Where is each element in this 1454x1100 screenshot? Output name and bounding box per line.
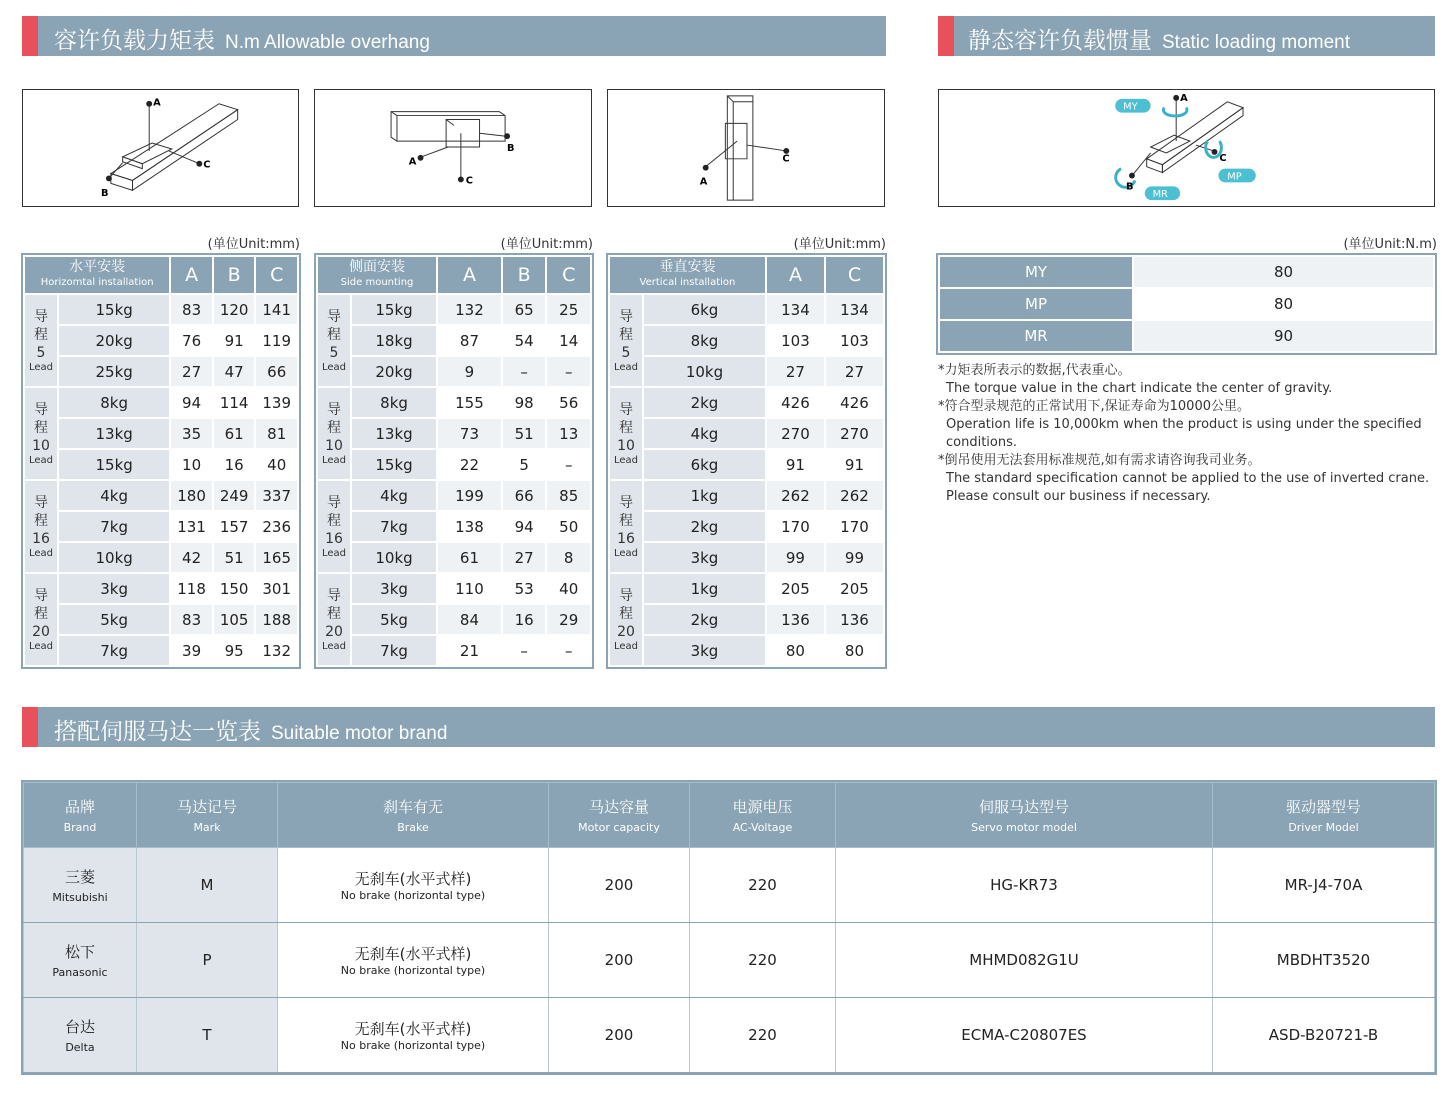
value-cell: 85 <box>546 480 591 511</box>
value-cell: 27 <box>502 542 547 573</box>
note-cn: *符合型录规范的正常试用下,保证寿命为10000公里。 <box>938 399 1250 414</box>
value-cell: 14 <box>546 325 591 356</box>
title-cn: 静态容许负载惯量 <box>968 28 1152 54</box>
load-weight-cell: 6kg <box>643 294 766 325</box>
column-header: A <box>437 256 502 294</box>
load-weight-cell: 1kg <box>643 480 766 511</box>
value-cell: 98 <box>502 387 547 418</box>
value-cell: 50 <box>546 511 591 542</box>
column-header: A <box>766 256 825 294</box>
lead-group-cell: 导 程 16 Lead <box>24 480 58 573</box>
value-cell: 83 <box>170 294 213 325</box>
table-row <box>24 604 298 635</box>
value-cell: 21 <box>437 635 502 666</box>
header-servo-model: 伺服马达型号 Servo motor model <box>836 783 1213 848</box>
load-weight-cell: 3kg <box>643 542 766 573</box>
value-cell: 35 <box>170 418 213 449</box>
lead-group-cell: 导 程 5 Lead <box>609 294 643 387</box>
title-en: N.m Allowable overhang <box>225 32 430 53</box>
table-row <box>24 573 298 604</box>
label-a: A <box>408 156 417 168</box>
label-a: A <box>153 97 161 109</box>
value-cell: 134 <box>825 294 884 325</box>
motor-brand-table <box>23 782 1435 1073</box>
value-cell: 83 <box>170 604 213 635</box>
table-row <box>24 511 298 542</box>
table-row <box>609 635 884 666</box>
table-row <box>317 635 591 666</box>
static-value: 80 <box>1133 256 1434 288</box>
section-title <box>54 22 430 55</box>
table-header-row <box>609 256 884 294</box>
value-cell: 205 <box>825 573 884 604</box>
servo-model-cell: ECMA-C20807ES <box>836 998 1213 1073</box>
value-cell: 95 <box>213 635 256 666</box>
value-cell: 301 <box>255 573 298 604</box>
install-type-header: 水平安装 Horizomtal installation <box>24 256 170 294</box>
value-cell: 270 <box>825 418 884 449</box>
horizontal-installation-diagram <box>22 89 299 207</box>
note-en: The standard specification cannot be applied to the use of inverted crane. Please consult our business if necessary. <box>946 471 1430 504</box>
value-cell: 132 <box>255 635 298 666</box>
table-row <box>24 449 298 480</box>
value-cell: 94 <box>502 511 547 542</box>
table-row <box>317 325 591 356</box>
header-capacity: 马达容量 Motor capacity <box>549 783 690 848</box>
load-weight-cell: 2kg <box>643 387 766 418</box>
load-weight-cell: 3kg <box>351 573 437 604</box>
value-cell: 170 <box>766 511 825 542</box>
motor-row <box>24 923 1435 998</box>
value-cell: 5 <box>502 449 547 480</box>
static-key: MR <box>939 320 1133 352</box>
load-weight-cell: 15kg <box>58 294 170 325</box>
load-weight-cell: 6kg <box>643 449 766 480</box>
accent-mark <box>22 16 38 56</box>
install-type-header: 侧面安装 Side mounting <box>317 256 437 294</box>
header-voltage: 电源电压 AC-Voltage <box>690 783 836 848</box>
value-cell: 105 <box>213 604 256 635</box>
driver-model-cell: MBDHT3520 <box>1213 923 1435 998</box>
value-cell: 426 <box>766 387 825 418</box>
value-cell: – <box>546 356 591 387</box>
table-row <box>609 325 884 356</box>
static-row <box>939 256 1434 288</box>
table-row <box>24 635 298 666</box>
value-cell: 139 <box>255 387 298 418</box>
table-row <box>609 480 884 511</box>
column-header: C <box>546 256 591 294</box>
value-cell: 91 <box>766 449 825 480</box>
value-cell: 180 <box>170 480 213 511</box>
value-cell: 136 <box>825 604 884 635</box>
load-weight-cell: 4kg <box>58 480 170 511</box>
load-weight-cell: 20kg <box>351 356 437 387</box>
value-cell: 39 <box>170 635 213 666</box>
value-cell: 337 <box>255 480 298 511</box>
table-row <box>317 542 591 573</box>
voltage-cell: 220 <box>690 923 836 998</box>
mark-cell: M <box>137 848 278 923</box>
load-weight-cell: 8kg <box>58 387 170 418</box>
vertical-installation-diagram <box>607 89 885 207</box>
unit-label: (单位Unit:mm) <box>500 237 593 252</box>
header-brand: 品牌 Brand <box>24 783 137 848</box>
capacity-cell: 200 <box>549 848 690 923</box>
lead-group-cell: 导 程 5 Lead <box>317 294 351 387</box>
load-weight-cell: 13kg <box>58 418 170 449</box>
table-row <box>317 480 591 511</box>
load-weight-cell: 4kg <box>643 418 766 449</box>
value-cell: 99 <box>766 542 825 573</box>
note-en: The torque value in the chart indicate the center of gravity. <box>946 381 1333 396</box>
section-header-allowable-overhang <box>22 16 886 56</box>
title-cn: 搭配伺服马达一览表 <box>54 719 261 745</box>
value-cell: 138 <box>437 511 502 542</box>
driver-model-cell: MR-J4-70A <box>1213 848 1435 923</box>
servo-model-cell: HG-KR73 <box>836 848 1213 923</box>
mark-cell: P <box>137 923 278 998</box>
load-weight-cell: 13kg <box>351 418 437 449</box>
accent-mark <box>938 16 954 56</box>
column-header: C <box>255 256 298 294</box>
value-cell: 81 <box>255 418 298 449</box>
table-row <box>24 325 298 356</box>
lead-group-cell: 导 程 5 Lead <box>24 294 58 387</box>
load-weight-cell: 7kg <box>58 511 170 542</box>
note-cn: *倒吊使用无法套用标准规范,如有需求请咨询我司业务。 <box>938 453 1261 468</box>
table-header-row <box>317 256 591 294</box>
value-cell: 110 <box>437 573 502 604</box>
load-weight-cell: 15kg <box>351 294 437 325</box>
static-value: 80 <box>1133 288 1434 320</box>
static-key: MP <box>939 288 1133 320</box>
value-cell: 170 <box>825 511 884 542</box>
value-cell: 8 <box>546 542 591 573</box>
table-row <box>24 480 298 511</box>
brand-cell: 台达 Delta <box>24 998 137 1073</box>
value-cell: 16 <box>502 604 547 635</box>
value-cell: 262 <box>825 480 884 511</box>
load-weight-cell: 18kg <box>351 325 437 356</box>
load-weight-cell: 20kg <box>58 325 170 356</box>
brand-cell: 松下 Panasonic <box>24 923 137 998</box>
value-cell: 114 <box>213 387 256 418</box>
header-driver-model: 驱动器型号 Driver Model <box>1213 783 1435 848</box>
value-cell: 66 <box>255 356 298 387</box>
column-header: B <box>502 256 547 294</box>
section-title <box>968 22 1350 55</box>
unit-label: (单位Unit:N.m) <box>1343 237 1437 252</box>
table-row <box>609 542 884 573</box>
note-cn: *力矩表所表示的数据,代表重心。 <box>938 363 1131 378</box>
table-row <box>24 387 298 418</box>
table-row <box>609 604 884 635</box>
voltage-cell: 220 <box>690 848 836 923</box>
load-weight-cell: 4kg <box>351 480 437 511</box>
static-moment-diagram <box>938 89 1435 207</box>
table-row <box>317 573 591 604</box>
lead-group-cell: 导 程 20 Lead <box>24 573 58 666</box>
load-weight-cell: 5kg <box>58 604 170 635</box>
value-cell: 84 <box>437 604 502 635</box>
voltage-cell: 220 <box>690 998 836 1073</box>
value-cell: 120 <box>213 294 256 325</box>
capacity-cell: 200 <box>549 923 690 998</box>
value-cell: 165 <box>255 542 298 573</box>
label-mp: MP <box>1227 171 1242 183</box>
lead-group-cell: 导 程 16 Lead <box>609 480 643 573</box>
table-row <box>609 294 884 325</box>
value-cell: 66 <box>502 480 547 511</box>
table-header-row <box>24 256 298 294</box>
load-weight-cell: 1kg <box>643 573 766 604</box>
value-cell: 27 <box>766 356 825 387</box>
side-mounting-table <box>316 255 592 667</box>
load-weight-cell: 10kg <box>643 356 766 387</box>
label-a: A <box>699 176 708 188</box>
value-cell: 118 <box>170 573 213 604</box>
header-brake: 刹车有无 Brake <box>278 783 549 848</box>
value-cell: 27 <box>170 356 213 387</box>
value-cell: 141 <box>255 294 298 325</box>
value-cell: 51 <box>213 542 256 573</box>
table-row <box>609 356 884 387</box>
value-cell: 136 <box>766 604 825 635</box>
column-header: B <box>213 256 256 294</box>
table-row <box>24 294 298 325</box>
load-weight-cell: 15kg <box>58 449 170 480</box>
vertical-installation-table <box>608 255 885 667</box>
table-row <box>317 418 591 449</box>
value-cell: 426 <box>825 387 884 418</box>
label-c: C <box>782 153 790 165</box>
value-cell: 155 <box>437 387 502 418</box>
column-header: A <box>170 256 213 294</box>
table-row <box>609 418 884 449</box>
table-row <box>24 418 298 449</box>
value-cell: 199 <box>437 480 502 511</box>
servo-model-cell: MHMD082G1U <box>836 923 1213 998</box>
motor-row <box>24 848 1435 923</box>
value-cell: 236 <box>255 511 298 542</box>
table-row <box>609 387 884 418</box>
load-weight-cell: 10kg <box>351 542 437 573</box>
value-cell: 188 <box>255 604 298 635</box>
lead-group-cell: 导 程 16 Lead <box>317 480 351 573</box>
brake-cell: 无刹车(水平式样) No brake (horizontal type) <box>278 923 549 998</box>
vertical-rail-illustration <box>608 90 884 206</box>
value-cell: 47 <box>213 356 256 387</box>
table-row <box>609 449 884 480</box>
static-row <box>939 288 1434 320</box>
value-cell: – <box>546 635 591 666</box>
table-row <box>317 294 591 325</box>
static-moment-table <box>938 255 1435 353</box>
load-weight-cell: 10kg <box>58 542 170 573</box>
title-cn: 容许负载力矩表 <box>54 28 215 54</box>
brand-cell: 三菱 Mitsubishi <box>24 848 137 923</box>
section-title <box>54 713 447 746</box>
value-cell: 94 <box>170 387 213 418</box>
load-weight-cell: 15kg <box>351 449 437 480</box>
value-cell: 262 <box>766 480 825 511</box>
value-cell: 9 <box>437 356 502 387</box>
horizontal-installation-table <box>23 255 299 667</box>
static-moment-illustration <box>939 90 1434 206</box>
label-c: C <box>203 159 211 171</box>
label-b: B <box>101 188 109 200</box>
value-cell: 91 <box>213 325 256 356</box>
lead-group-cell: 导 程 10 Lead <box>24 387 58 480</box>
value-cell: 16 <box>213 449 256 480</box>
horizontal-rail-illustration <box>23 90 298 206</box>
side-mounting-diagram <box>314 89 592 207</box>
value-cell: 80 <box>766 635 825 666</box>
load-weight-cell: 25kg <box>58 356 170 387</box>
static-key: MY <box>939 256 1133 288</box>
lead-group-cell: 导 程 10 Lead <box>609 387 643 480</box>
value-cell: 103 <box>825 325 884 356</box>
value-cell: 103 <box>766 325 825 356</box>
side-rail-illustration <box>315 90 591 206</box>
table-row <box>317 387 591 418</box>
value-cell: 270 <box>766 418 825 449</box>
value-cell: 134 <box>766 294 825 325</box>
value-cell: 131 <box>170 511 213 542</box>
lead-group-cell: 导 程 20 Lead <box>609 573 643 666</box>
value-cell: 150 <box>213 573 256 604</box>
label-c: C <box>465 175 473 187</box>
table-row <box>317 356 591 387</box>
section-header-motor-brand <box>22 707 1435 747</box>
value-cell: 25 <box>546 294 591 325</box>
value-cell: 61 <box>213 418 256 449</box>
load-weight-cell: 3kg <box>643 635 766 666</box>
value-cell: 40 <box>546 573 591 604</box>
lead-group-cell: 导 程 20 Lead <box>317 573 351 666</box>
value-cell: 132 <box>437 294 502 325</box>
title-en: Suitable motor brand <box>271 723 448 744</box>
value-cell: 99 <box>825 542 884 573</box>
value-cell: – <box>502 635 547 666</box>
value-cell: 53 <box>502 573 547 604</box>
load-weight-cell: 3kg <box>58 573 170 604</box>
load-weight-cell: 7kg <box>58 635 170 666</box>
value-cell: 56 <box>546 387 591 418</box>
value-cell: 73 <box>437 418 502 449</box>
label-my: MY <box>1123 101 1138 113</box>
static-value: 90 <box>1133 320 1434 352</box>
brake-cell: 无刹车(水平式样) No brake (horizontal type) <box>278 848 549 923</box>
table-row <box>609 511 884 542</box>
capacity-cell: 200 <box>549 998 690 1073</box>
load-weight-cell: 2kg <box>643 511 766 542</box>
value-cell: 76 <box>170 325 213 356</box>
label-b: B <box>507 142 515 154</box>
note-en: Operation life is 10,000km when the product is using under the specified conditions. <box>946 417 1422 450</box>
title-en: Static loading moment <box>1162 32 1350 53</box>
value-cell: 65 <box>502 294 547 325</box>
unit-label: (单位Unit:mm) <box>793 237 886 252</box>
motor-header-row <box>24 783 1435 848</box>
value-cell: 80 <box>825 635 884 666</box>
load-weight-cell: 7kg <box>351 635 437 666</box>
accent-mark <box>22 707 38 747</box>
mark-cell: T <box>137 998 278 1073</box>
unit-label: (单位Unit:mm) <box>207 237 300 252</box>
value-cell: 10 <box>170 449 213 480</box>
load-weight-cell: 8kg <box>643 325 766 356</box>
load-weight-cell: 8kg <box>351 387 437 418</box>
notes <box>938 362 1438 506</box>
table-row <box>317 604 591 635</box>
value-cell: 119 <box>255 325 298 356</box>
column-header: C <box>825 256 884 294</box>
label-a: A <box>1180 92 1188 104</box>
value-cell: 42 <box>170 542 213 573</box>
value-cell: 91 <box>825 449 884 480</box>
install-type-header: 垂直安装 Vertical installation <box>609 256 766 294</box>
load-weight-cell: 2kg <box>643 604 766 635</box>
motor-row <box>24 998 1435 1073</box>
table-row <box>24 542 298 573</box>
header-mark: 马达记号 Mark <box>137 783 278 848</box>
table-row <box>24 356 298 387</box>
value-cell: 27 <box>825 356 884 387</box>
driver-model-cell: ASD-B20721-B <box>1213 998 1435 1073</box>
label-b: B <box>1126 181 1134 193</box>
table-row <box>317 511 591 542</box>
value-cell: 51 <box>502 418 547 449</box>
lead-group-cell: 导 程 10 Lead <box>317 387 351 480</box>
value-cell: 40 <box>255 449 298 480</box>
section-header-static-loading <box>938 16 1435 56</box>
value-cell: 22 <box>437 449 502 480</box>
load-weight-cell: 5kg <box>351 604 437 635</box>
brake-cell: 无刹车(水平式样) No brake (horizontal type) <box>278 998 549 1073</box>
value-cell: 249 <box>213 480 256 511</box>
value-cell: 61 <box>437 542 502 573</box>
label-c: C <box>1219 152 1227 164</box>
value-cell: – <box>546 449 591 480</box>
label-mr: MR <box>1152 189 1168 201</box>
value-cell: – <box>502 356 547 387</box>
static-row <box>939 320 1434 352</box>
value-cell: 54 <box>502 325 547 356</box>
value-cell: 13 <box>546 418 591 449</box>
value-cell: 157 <box>213 511 256 542</box>
value-cell: 29 <box>546 604 591 635</box>
table-row <box>317 449 591 480</box>
value-cell: 87 <box>437 325 502 356</box>
load-weight-cell: 7kg <box>351 511 437 542</box>
value-cell: 205 <box>766 573 825 604</box>
table-row <box>609 573 884 604</box>
